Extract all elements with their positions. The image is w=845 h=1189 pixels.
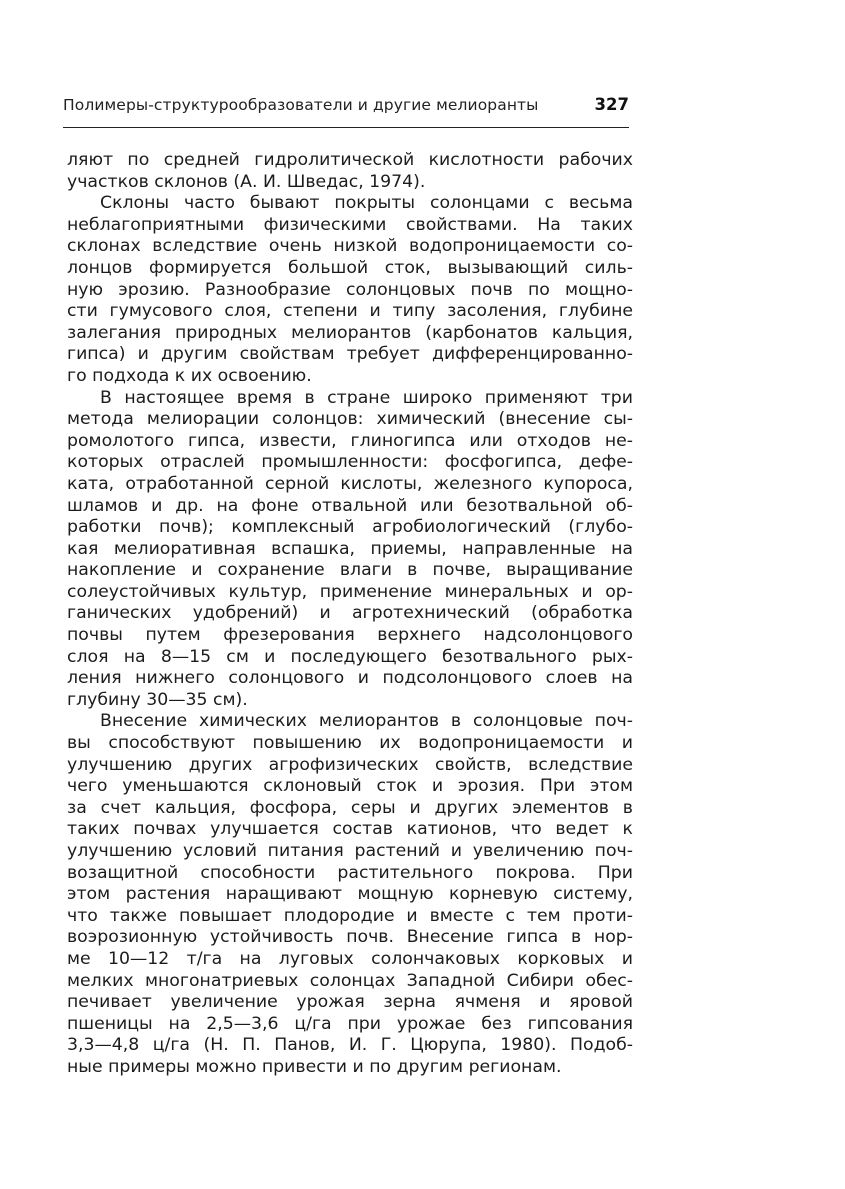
page-number: 327 [594,95,629,114]
text-line: вы способствуют повышению их водопроницаемости и [67,733,633,754]
text-line: Склоны часто бывают покрыты солонцами с весьма [100,193,633,214]
paragraph [67,711,633,1078]
text-line: почвы путем фрезерования верхнего надсолонцового [67,625,633,646]
text-line: работки почв); комплексный агробиологический (глубо- [67,517,633,538]
text-line: гипса) и другим свойствам требует дифференцированно- [67,344,633,365]
text-line: шламов и др. на фоне отвальной или безотвальной об- [67,495,633,516]
text-line: пшеницы на 2,5—3,6 ц/га при урожае без гипсования [67,1013,633,1034]
text-line: что также повышает плодородие и вместе с тем проти- [67,905,633,926]
text-line: за счет кальция, фосфора, серы и других элементов в [67,797,633,818]
text-line: солеустойчивых культур, применение минеральных и ор- [67,581,633,602]
text-line: улучшению других агрофизических свойств, вследствие [67,754,633,775]
text-line: В настоящее время в стране широко применяют три [100,387,633,408]
text-line: неблагоприятными физическими свойствами. На таких [67,214,633,235]
text-line: ката, отработанной серной кислоты, железного купороса, [67,473,633,494]
text-line: глубину 30—35 см). [67,689,248,710]
text-line: которых отраслей промышленности: фосфогипса, дефе- [67,452,633,473]
paragraph [67,193,633,387]
text-line: возащитной способности растительного покрова. При [67,862,633,883]
text-line: мелких многонатриевых солонцах Западной Сибири обес- [67,970,633,991]
text-line: таких почвах улучшается состав катионов, что ведет к [67,819,633,840]
text-line: метода мелиорации солонцов: химический (внесение сы- [67,409,633,430]
header-rule [63,127,629,128]
text-line: ляют по средней гидролитической кислотности рабочих [67,150,633,170]
text-line: склонах вследствие очень низкой водопроницаемости со- [67,236,633,257]
running-head [63,96,629,122]
text-line: участков склонов (А. И. Шведас, 1974). [67,171,426,192]
text-line: ления нижнего солонцового и подсолонцового слоев на [67,668,633,689]
text-line: ную эрозию. Разнообразие солонцовых почв по мощно- [67,279,633,300]
text-line: залегания природных мелиорантов (карбонатов кальция, [67,322,633,343]
text-line: ме 10—12 т/га на луговых солончаковых корковых и [67,948,633,969]
body-text [67,150,633,1079]
text-line: кая мелиоративная вспашка, приемы, направленные на [67,538,633,559]
paragraph [67,388,633,712]
text-line: лонцов формируется большой сток, вызывающий силь- [67,257,633,278]
text-line: улучшению условий питания растений и увеличению поч- [67,841,633,861]
running-title: Полимеры-структурообразователи и другие мелиоранты [63,96,539,114]
text-line: накопление и сохранение влаги в почве, выращивание [67,560,633,581]
text-line: 3,3—4,8 ц/га (Н. П. Панов, И. Г. Цюрупа, 1980). Подоб- [67,1035,633,1056]
text-line: ромолотого гипса, извести, глиногипса или отходов не- [67,430,633,451]
text-line: ные примеры можно привести и по другим регионам. [67,1056,562,1077]
text-line: Внесение химических мелиорантов в солонцовые поч- [100,711,633,732]
text-line: го подхода к их освоению. [67,365,312,386]
text-line: печивает увеличение урожая зерна ячменя и яровой [67,992,633,1013]
paragraph [67,150,633,193]
text-line: чего уменьшаются склоновый сток и эрозия. При этом [67,776,633,797]
text-line: сти гумусового слоя, степени и типу засоления, глубине [67,301,633,322]
text-line: этом растения наращивают мощную корневую систему, [67,884,633,905]
text-line: ганических удобрений) и агротехнический (обработка [67,603,633,624]
text-line: воэрозионную устойчивость почв. Внесение гипса в нор- [67,927,633,948]
text-line: слоя на 8—15 см и последующего безотвального рых- [67,646,633,667]
